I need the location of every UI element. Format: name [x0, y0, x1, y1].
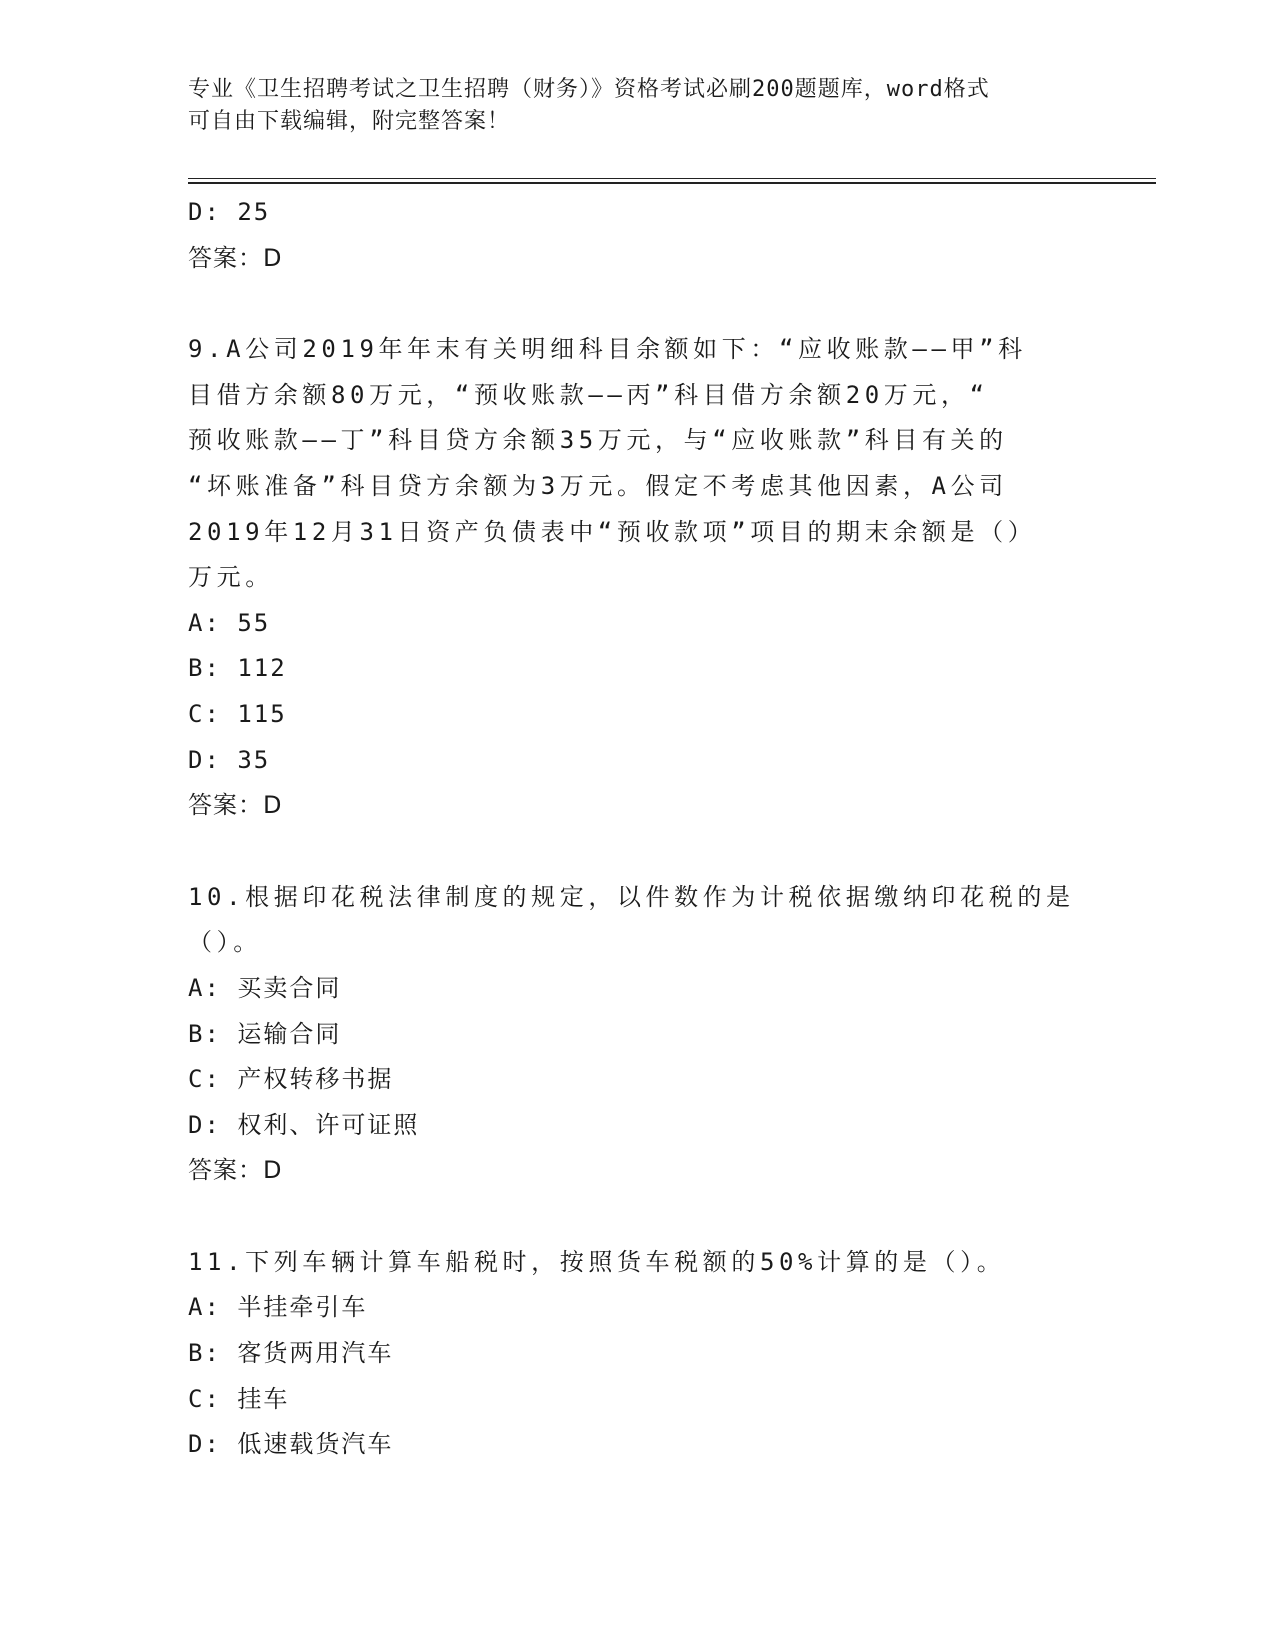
- question-stem-line: 9.A公司2019年年末有关明细科目余额如下：“应收账款——甲”科: [188, 335, 1027, 364]
- header-line-1: 专业《卫生招聘考试之卫生招聘（财务）》资格考试必刷200题题库，word格式: [188, 77, 990, 102]
- option-a: A: 半挂牵引车: [188, 1293, 368, 1322]
- answer-line: 答案：D: [188, 1156, 283, 1185]
- document-body: [188, 190, 1088, 1468]
- question-stem-line: 万元。: [188, 563, 274, 592]
- option-d: D: 低速载货汽车: [188, 1430, 394, 1459]
- answer-line: 答案：D: [188, 791, 283, 820]
- page-header: [188, 74, 1068, 138]
- option-d: D: 权利、许可证照: [188, 1110, 420, 1139]
- option-b: B: 客货两用汽车: [188, 1339, 394, 1368]
- question-stem-line: “坏账准备”科目贷方余额为3万元。假定不考虑其他因素，A公司: [188, 471, 1008, 500]
- spacer: [188, 281, 1088, 327]
- header-line-2: 可自由下载编辑，附完整答案！: [188, 109, 511, 134]
- option-b: B: 112: [188, 654, 287, 683]
- option-d: D: 35: [188, 745, 271, 774]
- question-stem-line: 11.下列车辆计算车船税时，按照货车税额的50%计算的是（）。: [188, 1247, 1006, 1276]
- spacer: [188, 1194, 1088, 1240]
- question-stem-line: 10.根据印花税法律制度的规定，以件数作为计税依据缴纳印花税的是: [188, 882, 1075, 911]
- spacer: [188, 829, 1088, 875]
- option-b: B: 运输合同: [188, 1019, 342, 1048]
- answer-line: 答案：D: [188, 243, 283, 272]
- question-stem-line: 2019年12月31日资产负债表中“预收款项”项目的期末余额是（）: [188, 517, 1037, 546]
- option-c: C: 115: [188, 699, 287, 728]
- header-rule-thick: [188, 182, 1156, 184]
- question-stem-line: 预收账款——丁”科目贷方余额35万元，与“应收账款”科目有关的: [188, 426, 1008, 455]
- option-a: A: 55: [188, 608, 271, 637]
- option-d: D: 25: [188, 198, 271, 226]
- question-11: [188, 1240, 1088, 1468]
- question-9: [188, 327, 1088, 829]
- option-a: A: 买卖合同: [188, 973, 342, 1002]
- option-c: C: 挂车: [188, 1384, 290, 1413]
- question-stem-line: （）。: [188, 928, 262, 957]
- option-c: C: 产权转移书据: [188, 1065, 394, 1094]
- question-stem-line: 目借方余额80万元，“预收账款——丙”科目借方余额20万元，“: [188, 380, 989, 409]
- header-rule-thin: [188, 178, 1156, 179]
- question-10: [188, 875, 1088, 1194]
